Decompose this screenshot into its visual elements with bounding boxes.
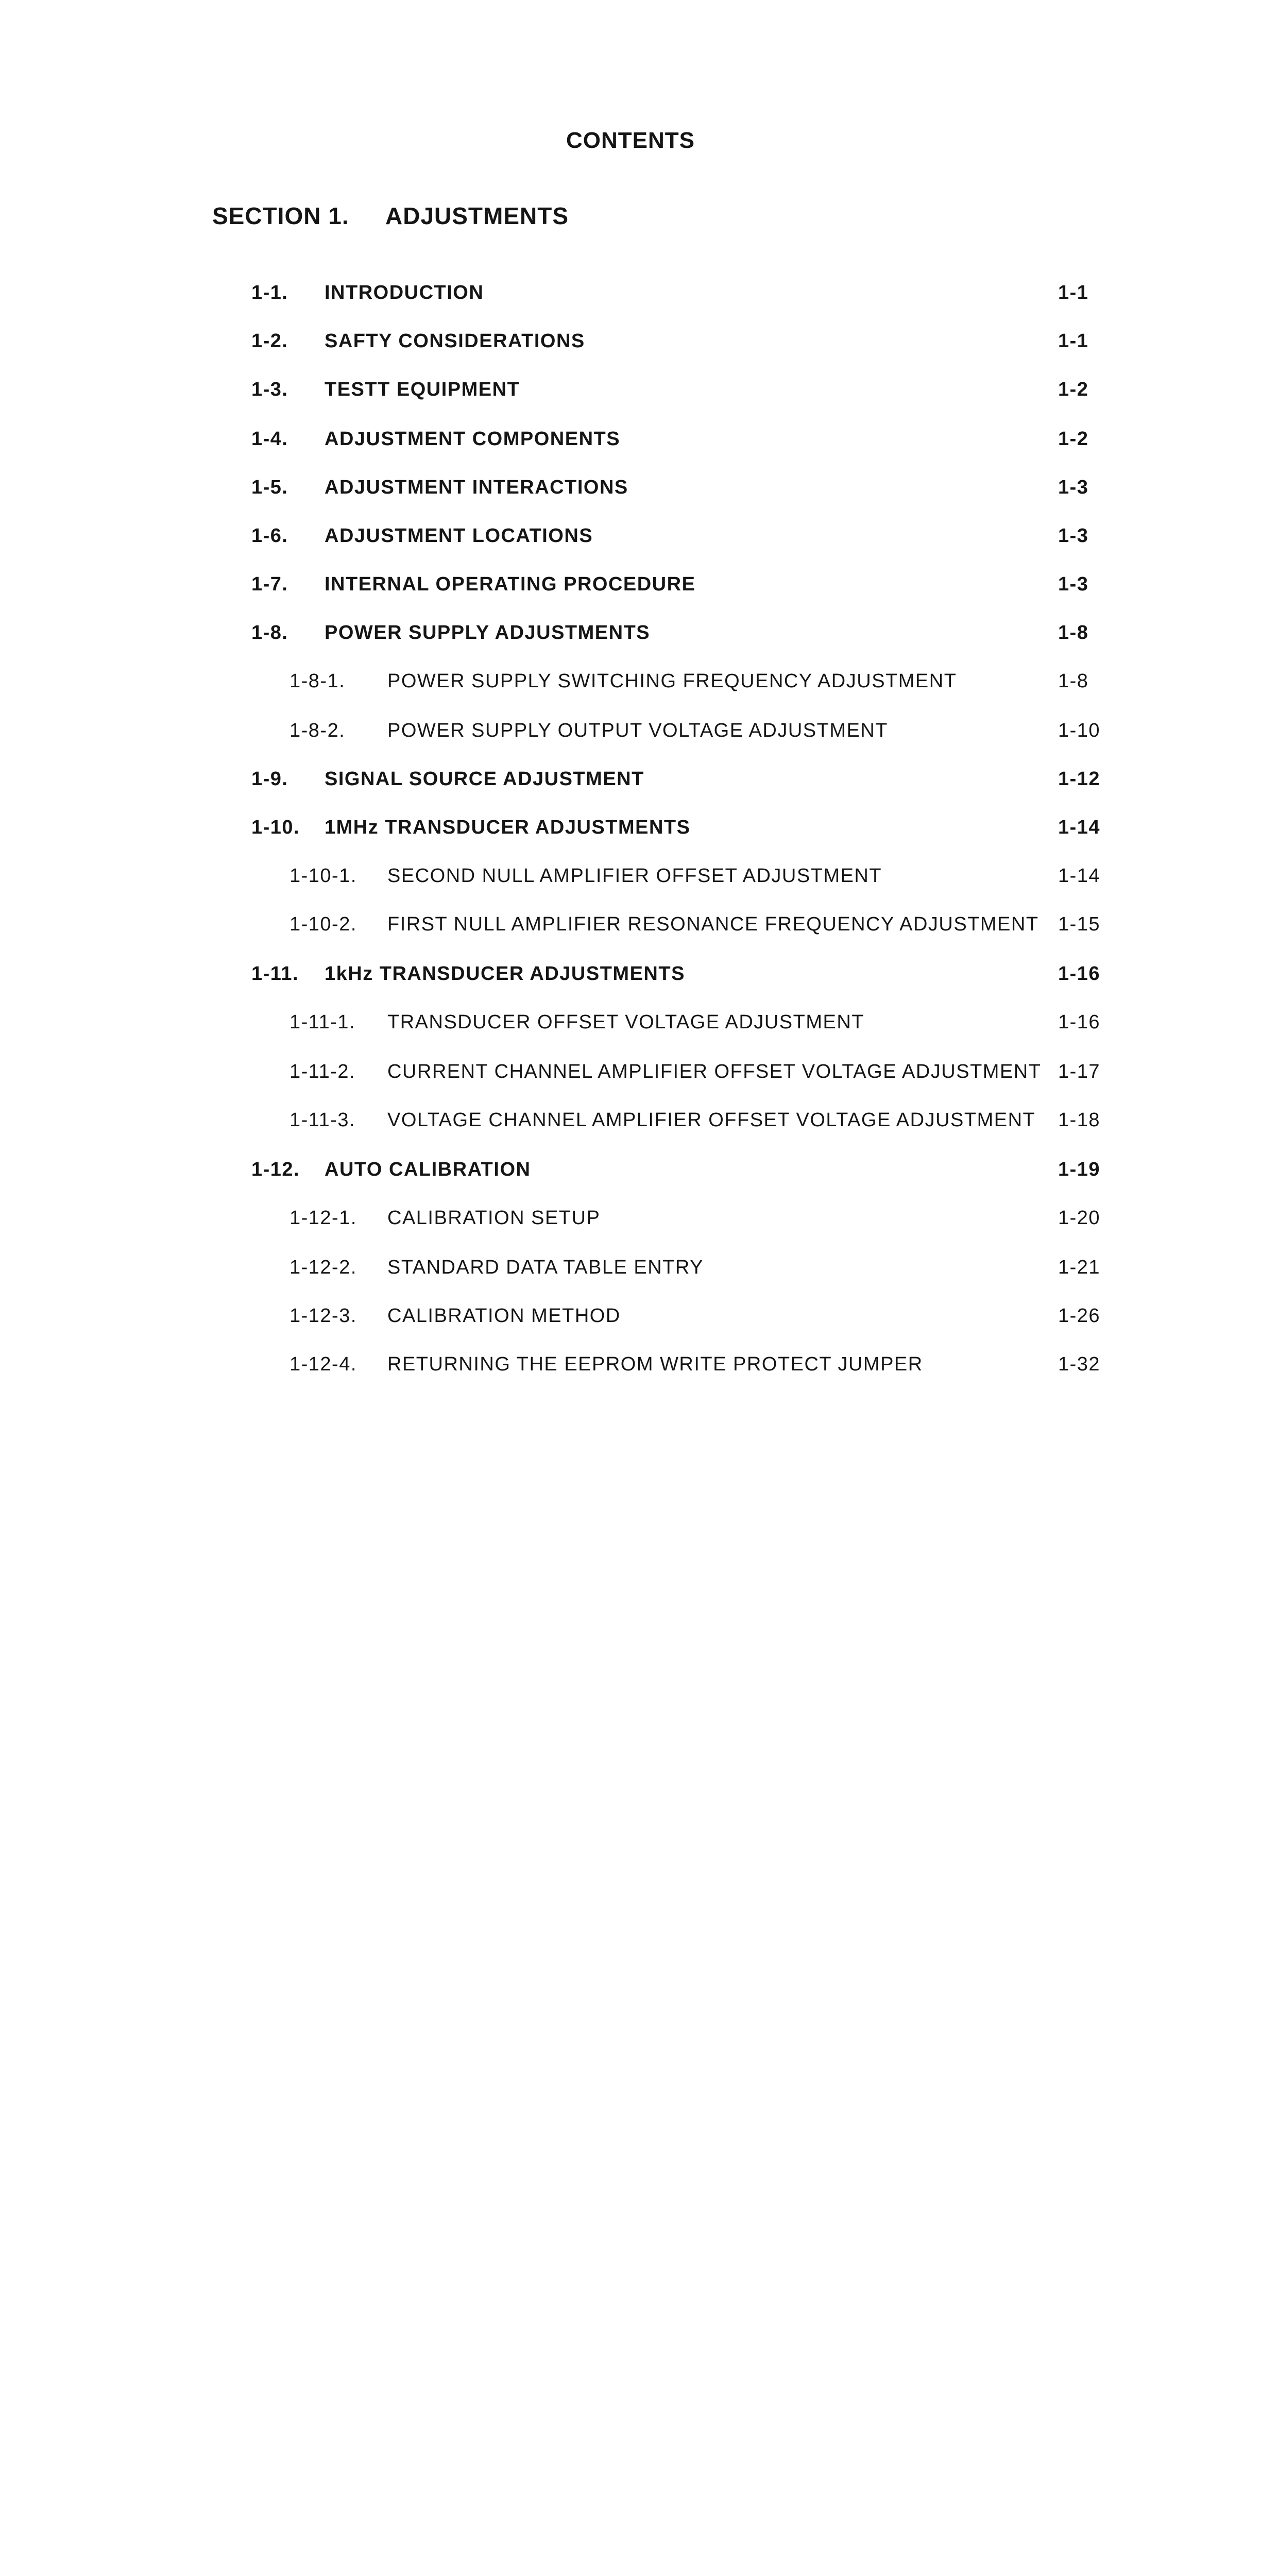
entry-page: 1-1 — [1058, 282, 1089, 303]
entry-title: STANDARD DATA TABLE ENTRY — [387, 1257, 704, 1278]
toc-entry — [0, 617, 1261, 648]
toc-entry — [0, 1154, 1261, 1185]
toc-subentry — [0, 1105, 1261, 1136]
entry-number: 1-11-1. — [289, 1011, 356, 1033]
entry-number: 1-4. — [251, 428, 288, 450]
entry-title: SIGNAL SOURCE ADJUSTMENT — [325, 768, 644, 790]
entry-title: FIRST NULL AMPLIFIER RESONANCE FREQUENCY ADJUSTMENT — [387, 913, 1039, 935]
entry-title: TRANSDUCER OFFSET VOLTAGE ADJUSTMENT — [387, 1011, 864, 1033]
entry-title: SECOND NULL AMPLIFIER OFFSET ADJUSTMENT — [387, 865, 882, 887]
entry-number: 1-11-3. — [289, 1109, 356, 1131]
entry-title: RETURNING THE EEPROM WRITE PROTECT JUMPER — [387, 1353, 923, 1375]
entry-page: 1-17 — [1058, 1061, 1101, 1082]
entry-page: 1-2 — [1058, 379, 1089, 400]
entry-title: ADJUSTMENT INTERACTIONS — [325, 477, 628, 498]
entry-title: TESTT EQUIPMENT — [325, 379, 520, 400]
entry-page: 1-16 — [1058, 1011, 1101, 1033]
entry-number: 1-10-1. — [289, 865, 357, 887]
entry-number: 1-2. — [251, 330, 288, 352]
toc-subentry — [0, 909, 1261, 940]
entry-title: CALIBRATION SETUP — [387, 1207, 601, 1229]
contents-title: CONTENTS — [566, 128, 695, 153]
entry-title: CALIBRATION METHOD — [387, 1305, 621, 1327]
entry-title: POWER SUPPLY ADJUSTMENTS — [325, 622, 651, 643]
entry-title: 1kHz TRANSDUCER ADJUSTMENTS — [325, 963, 685, 985]
toc-subentry — [0, 1349, 1261, 1380]
toc-subentry — [0, 1300, 1261, 1331]
entry-number: 1-10. — [251, 817, 300, 838]
toc-subentry — [0, 715, 1261, 746]
entry-page: 1-12 — [1058, 768, 1101, 790]
entry-page: 1-8 — [1058, 622, 1089, 643]
entry-page: 1-18 — [1058, 1109, 1101, 1131]
entry-page: 1-14 — [1058, 817, 1101, 838]
entry-page: 1-1 — [1058, 330, 1089, 352]
entry-number: 1-11. — [251, 963, 299, 985]
entry-number: 1-12-1. — [289, 1207, 357, 1229]
entry-number: 1-5. — [251, 477, 288, 498]
entry-title: SAFTY CONSIDERATIONS — [325, 330, 585, 352]
toc-entry — [0, 374, 1261, 405]
entry-page: 1-3 — [1058, 477, 1089, 498]
toc-entry — [0, 569, 1261, 600]
entry-title: POWER SUPPLY SWITCHING FREQUENCY ADJUSTMENT — [387, 670, 957, 692]
toc-entry — [0, 812, 1261, 843]
entry-number: 1-12-4. — [289, 1353, 357, 1375]
toc-entry — [0, 520, 1261, 551]
toc-subentry — [0, 666, 1261, 697]
entry-title: INTRODUCTION — [325, 282, 484, 303]
entry-title: POWER SUPPLY OUTPUT VOLTAGE ADJUSTMENT — [387, 720, 888, 741]
toc-entry — [0, 764, 1261, 794]
entry-page: 1-32 — [1058, 1353, 1101, 1375]
toc-entry — [0, 958, 1261, 989]
section-title: ADJUSTMENTS — [385, 202, 569, 229]
entry-number: 1-3. — [251, 379, 288, 400]
entry-number: 1-6. — [251, 525, 288, 547]
toc-subentry — [0, 1202, 1261, 1233]
entry-number: 1-12-3. — [289, 1305, 357, 1327]
entry-page: 1-10 — [1058, 720, 1101, 741]
entry-number: 1-7. — [251, 573, 288, 595]
entry-page: 1-15 — [1058, 913, 1101, 935]
entry-title: ADJUSTMENT LOCATIONS — [325, 525, 593, 547]
entry-title: ADJUSTMENT COMPONENTS — [325, 428, 621, 450]
entry-page: 1-2 — [1058, 428, 1089, 450]
entry-number: 1-12. — [251, 1159, 300, 1180]
toc-subentry — [0, 1252, 1261, 1283]
entry-number: 1-1. — [251, 282, 288, 303]
entry-number: 1-8. — [251, 622, 288, 643]
entry-page: 1-26 — [1058, 1305, 1101, 1327]
entry-page: 1-19 — [1058, 1159, 1101, 1180]
entry-page: 1-14 — [1058, 865, 1101, 887]
toc-subentry — [0, 1007, 1261, 1038]
toc-subentry — [0, 860, 1261, 891]
baidu-watermark — [876, 1422, 1185, 1597]
entry-title: INTERNAL OPERATING PROCEDURE — [325, 573, 696, 595]
entry-number: 1-8-1. — [289, 670, 346, 692]
entry-number: 1-10-2. — [289, 913, 357, 935]
entry-page: 1-20 — [1058, 1207, 1101, 1229]
entry-title: 1MHz TRANSDUCER ADJUSTMENTS — [325, 817, 691, 838]
section-number: SECTION 1. — [212, 202, 349, 229]
entry-page: 1-3 — [1058, 525, 1089, 547]
entry-number: 1-9. — [251, 768, 288, 790]
entry-page: 1-21 — [1058, 1257, 1101, 1278]
entry-number: 1-11-2. — [289, 1061, 356, 1082]
toc-entry — [0, 423, 1261, 454]
toc-entry — [0, 277, 1261, 308]
entry-number: 1-12-2. — [289, 1257, 357, 1278]
entry-page: 1-8 — [1058, 670, 1089, 692]
entry-title: AUTO CALIBRATION — [325, 1159, 531, 1180]
entry-title: CURRENT CHANNEL AMPLIFIER OFFSET VOLTAGE ADJUSTMENT — [387, 1061, 1042, 1082]
entry-page: 1-3 — [1058, 573, 1089, 595]
toc-subentry — [0, 1056, 1261, 1087]
entry-number: 1-8-2. — [289, 720, 346, 741]
entry-title: VOLTAGE CHANNEL AMPLIFIER OFFSET VOLTAGE ADJUSTMENT — [387, 1109, 1036, 1131]
toc-entry — [0, 326, 1261, 357]
entry-page: 1-16 — [1058, 963, 1101, 985]
toc-entry — [0, 472, 1261, 503]
